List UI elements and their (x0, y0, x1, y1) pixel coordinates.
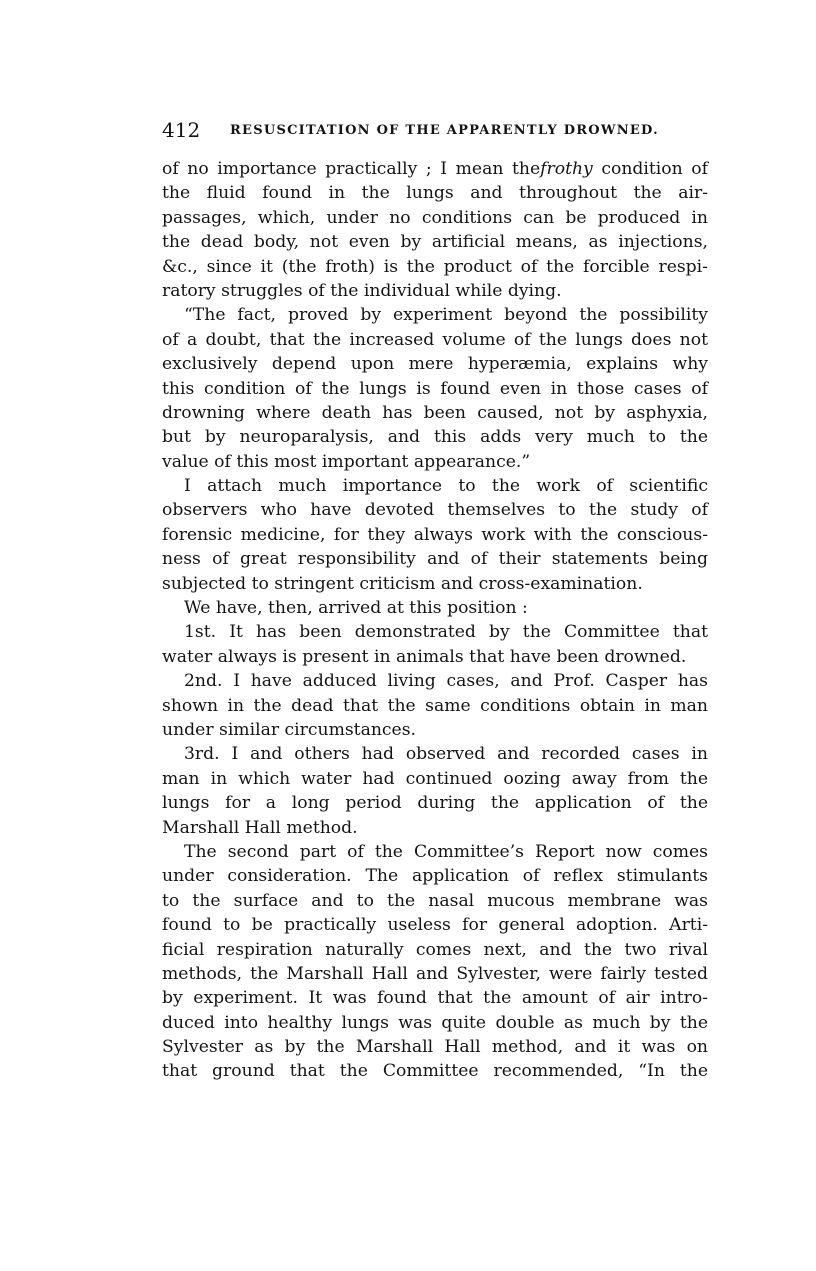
page-number: 412 (162, 118, 201, 142)
text-line (162, 279, 708, 303)
text-line (162, 620, 708, 644)
line-text: 2nd. I have adduced living cases, and Prof. Casper has (184, 671, 708, 692)
line-text: I attach much importance to the work of scientific (184, 476, 708, 497)
text-line (162, 181, 708, 205)
text-line (162, 255, 708, 279)
line-text: of a doubt, that the increased volume of the lungs does not (162, 329, 708, 350)
text-line (162, 572, 708, 596)
line-text: Sylvester as by the Marshall Hall method, and it was on (162, 1037, 708, 1058)
italic-word: frothy (540, 159, 593, 179)
text-line (162, 962, 708, 986)
text-line (162, 913, 708, 937)
text-line (162, 938, 708, 962)
running-head (162, 119, 712, 143)
line-text: We have, then, arrived at this position : (184, 598, 528, 619)
text-line (162, 718, 708, 742)
line-text: water always is present in animals that have been drowned. (162, 646, 687, 667)
text-line (162, 791, 708, 815)
line-text: ficial respiration naturally comes next, and the two rival (162, 939, 708, 960)
text-line (162, 816, 708, 840)
line-text: 1st. It has been demonstrated by the Committee that (184, 622, 708, 643)
text-line (162, 401, 708, 425)
line-text: man in which water had continued oozing away from the (162, 768, 708, 789)
line-text: 3rd. I and others had observed and recorded cases in (184, 744, 708, 765)
line-text: the dead body, not even by artificial means, as injections, (162, 232, 708, 253)
line-text: methods, the Marshall Hall and Sylvester, were fairly tested (162, 963, 708, 984)
line-text-continued: condition of (592, 159, 708, 179)
line-text: lungs for a long period during the application of the (162, 793, 708, 814)
line-text: the fluid found in the lungs and throughout the air- (162, 183, 708, 204)
line-text: Marshall Hall method. (162, 817, 358, 838)
line-text: ratory struggles of the individual while dying. (162, 280, 562, 301)
text-line (162, 352, 708, 376)
line-text: but by neuroparalysis, and this adds very much to the (162, 427, 708, 448)
line-text: under consideration. The application of reflex stimulants (162, 866, 708, 887)
text-line (162, 157, 708, 181)
text-line (162, 230, 708, 254)
text-line (162, 523, 708, 547)
text-line (162, 694, 708, 718)
line-text: value of this most important appearance.” (162, 451, 531, 472)
line-text: of no importance practically ; I mean the (162, 159, 541, 179)
line-text: exclusively depend upon mere hyperæmia, explains why (162, 354, 708, 375)
running-title: RESUSCITATION OF THE APPARENTLY DROWNED. (230, 123, 659, 138)
text-line (162, 450, 708, 474)
line-text: to the surface and to the nasal mucous membrane was (162, 890, 708, 911)
line-text: &c., since it (the froth) is the product of the forcible respi- (162, 256, 708, 277)
text-line (162, 498, 708, 522)
text-line (162, 425, 708, 449)
line-text: under similar circumstances. (162, 719, 416, 740)
line-text: this condition of the lungs is found even in those cases of (162, 378, 708, 399)
line-text: passages, which, under no conditions can be produced in (162, 207, 708, 228)
text-line (162, 864, 708, 888)
line-text: found to be practically useless for general adoption. Arti- (162, 915, 708, 936)
text-line (162, 840, 708, 864)
text-line (162, 645, 708, 669)
text-line (162, 206, 708, 230)
line-text: “The fact, proved by experiment beyond the possibility (184, 305, 708, 326)
line-text: subjected to stringent criticism and cross-examination. (162, 573, 643, 594)
line-text: forensic medicine, for they always work with the conscious- (162, 524, 708, 545)
text-line (162, 1035, 708, 1059)
line-text: duced into healthy lungs was quite double as much by the (162, 1012, 708, 1033)
text-line (162, 547, 708, 571)
text-line (162, 1011, 708, 1035)
text-line (162, 742, 708, 766)
line-text: shown in the dead that the same conditions obtain in man (162, 695, 708, 716)
text-line (162, 1059, 708, 1083)
line-text: that ground that the Committee recommended, “In the (162, 1061, 708, 1082)
text-line (162, 986, 708, 1010)
text-line (162, 596, 708, 620)
text-line (162, 889, 708, 913)
line-text: The second part of the Committee’s Report now comes (184, 841, 708, 862)
text-line (162, 377, 708, 401)
body-text (162, 157, 708, 1084)
line-text: observers who have devoted themselves to the study of (162, 500, 708, 521)
text-line (162, 474, 708, 498)
line-text: by experiment. It was found that the amount of air intro- (162, 988, 708, 1009)
line-text: ness of great responsibility and of their statements being (162, 549, 708, 570)
text-line (162, 669, 708, 693)
text-line (162, 303, 708, 327)
text-line (162, 767, 708, 791)
line-text: drowning where death has been caused, not by asphyxia, (162, 402, 708, 423)
text-line (162, 328, 708, 352)
